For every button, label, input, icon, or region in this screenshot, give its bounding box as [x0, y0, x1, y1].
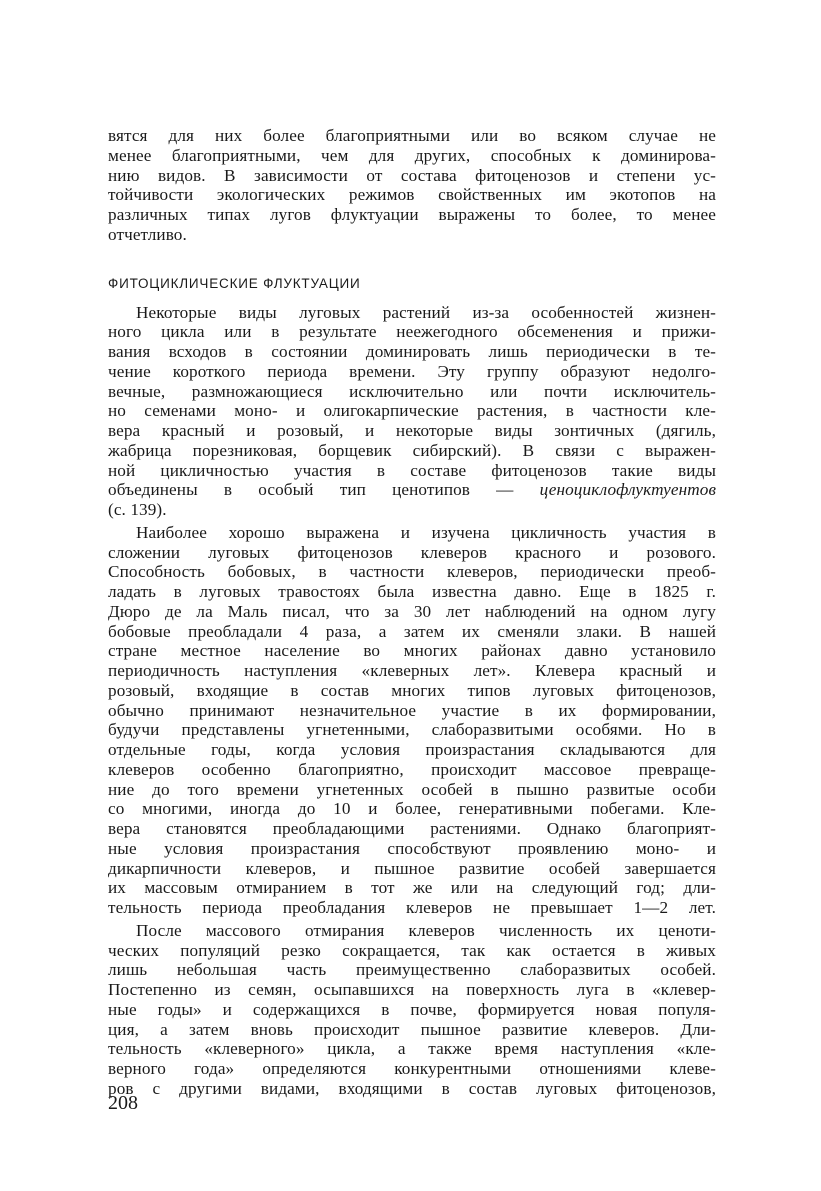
page-number: 208: [108, 1092, 138, 1114]
intro-paragraph: [108, 126, 716, 245]
text-line: стране местное население во многих районах давно установило: [108, 641, 716, 661]
text-line: ные годы» и содержащихся в почве, формируется новая популя-: [108, 999, 716, 1019]
paragraph-3: [108, 921, 716, 1099]
text-line: Некоторые виды луговых растений из-за особенностей жизнен-: [136, 302, 716, 322]
text-line: ция, а затем вновь происходит пышное развитие клеверов. Дли-: [108, 1019, 716, 1039]
text-line: тельность «клеверного» цикла, а также время наступления «кле-: [108, 1039, 716, 1059]
text-line: но семенами моно- и олигокарпические растения, в частности кле-: [108, 401, 716, 421]
italic-term: ценоциклофлуктуентов: [539, 480, 716, 500]
text-line: тельность периода преобладания клеверов не превышает 1—2 лет.: [108, 898, 716, 917]
text-line: периодичность наступления «клеверных лет». Клевера красный и: [108, 661, 716, 680]
text-line: Дюро де ла Маль писал, что за 30 лет наблюдений на одном лугу: [108, 601, 716, 621]
text-line: клеверов особенно благоприятно, происходит массовое превраще-: [108, 759, 716, 779]
text-line: дикарпичности клеверов, и пышное развитие особей завершается: [108, 858, 716, 878]
text-line: ние до того времени угнетенных особей в пышно развитые особи: [108, 779, 716, 799]
text-line: розовый, входящие в состав многих типов луговых фитоценозов,: [108, 680, 716, 700]
paragraph-2: [108, 523, 716, 918]
text-line: жабрица порезниковая, борщевик сибирский). В связи с выражен-: [108, 440, 716, 460]
text-line-with-term: [108, 480, 716, 500]
text-line: Способность бобовых, в частности клеверов, периодически преоб-: [108, 562, 716, 582]
paragraph-1: [108, 303, 716, 520]
page-body: [108, 126, 716, 1099]
text-line: обычно принимают незначительное участие в их формировании,: [108, 700, 716, 720]
text-line: тойчивости экологических режимов свойственных им экотопов на: [108, 185, 716, 205]
text-line: вера становятся преобладающими растениями. Однако благоприят-: [108, 819, 716, 838]
text-line: отдельные годы, когда условия произрастания складываются для: [108, 740, 716, 759]
text-line: бобовые преобладали 4 раза, а затем их сменяли злаки. В нашей: [108, 621, 716, 641]
text-line: вечные, размножающиеся исключительно или почти исключитель-: [108, 381, 716, 401]
section-heading: ФИТОЦИКЛИЧЕСКИЕ ФЛУКТУАЦИИ: [108, 275, 361, 291]
text-line: менее благоприятными, чем для других, способных к доминирова-: [108, 145, 716, 165]
text-line: различных типах лугов флуктуации выражены то более, то менее: [108, 205, 716, 224]
text-line: ной цикличностью участия в составе фитоценозов такие виды: [108, 460, 716, 480]
text-line: ров с другими видами, входящими в состав луговых фитоценозов,: [108, 1078, 716, 1098]
text-line: вера красный и розовый, и некоторые виды зонтичных (дягиль,: [108, 421, 716, 440]
text-line: чение короткого периода времени. Эту группу образуют недолго-: [108, 361, 716, 381]
text-segment: объединены в особый тип ценотипов —: [108, 480, 540, 500]
text-line: вания всходов в состоянии доминировать лишь периодически в те-: [108, 342, 716, 361]
text-line: Постепенно из семян, осыпавшихся на поверхность луга в «клевер-: [108, 980, 716, 999]
text-line: ческих популяций резко сокращается, так как остается в живых: [108, 940, 716, 960]
text-line: их массовым отмиранием в тот же или на следующий год; дли-: [108, 878, 716, 898]
text-line: вятся для них более благоприятными или во всяком случае не: [108, 126, 716, 145]
text-line: ного цикла или в результате неежегодного обсеменения и прижи-: [108, 322, 716, 342]
text-line: будучи представлены угнетенными, слаборазвитыми особями. Но в: [108, 720, 716, 740]
text-line: со многими, иногда до 10 и более, генеративными побегами. Кле-: [108, 799, 716, 819]
text-line: После массового отмирания клеверов численность их ценоти-: [136, 920, 716, 940]
text-line: Наиболее хорошо выражена и изучена цикличность участия в: [136, 522, 716, 542]
text-line: ладать в луговых травостоях была известна давно. Еще в 1825 г.: [108, 582, 716, 601]
text-line: лишь небольшая часть преимущественно слаборазвитых особей.: [108, 960, 716, 980]
text-line: верного года» определяются конкурентными отношениями клеве-: [108, 1059, 716, 1078]
text-line: ные условия произрастания способствуют проявлению моно- и: [108, 838, 716, 858]
text-line: нию видов. В зависимости от состава фитоценозов и степени ус-: [108, 165, 716, 185]
text-line: сложении луговых фитоценозов клеверов красного и розового.: [108, 542, 716, 562]
text-line: отчетливо.: [108, 224, 187, 244]
text-line: (с. 139).: [108, 500, 167, 519]
